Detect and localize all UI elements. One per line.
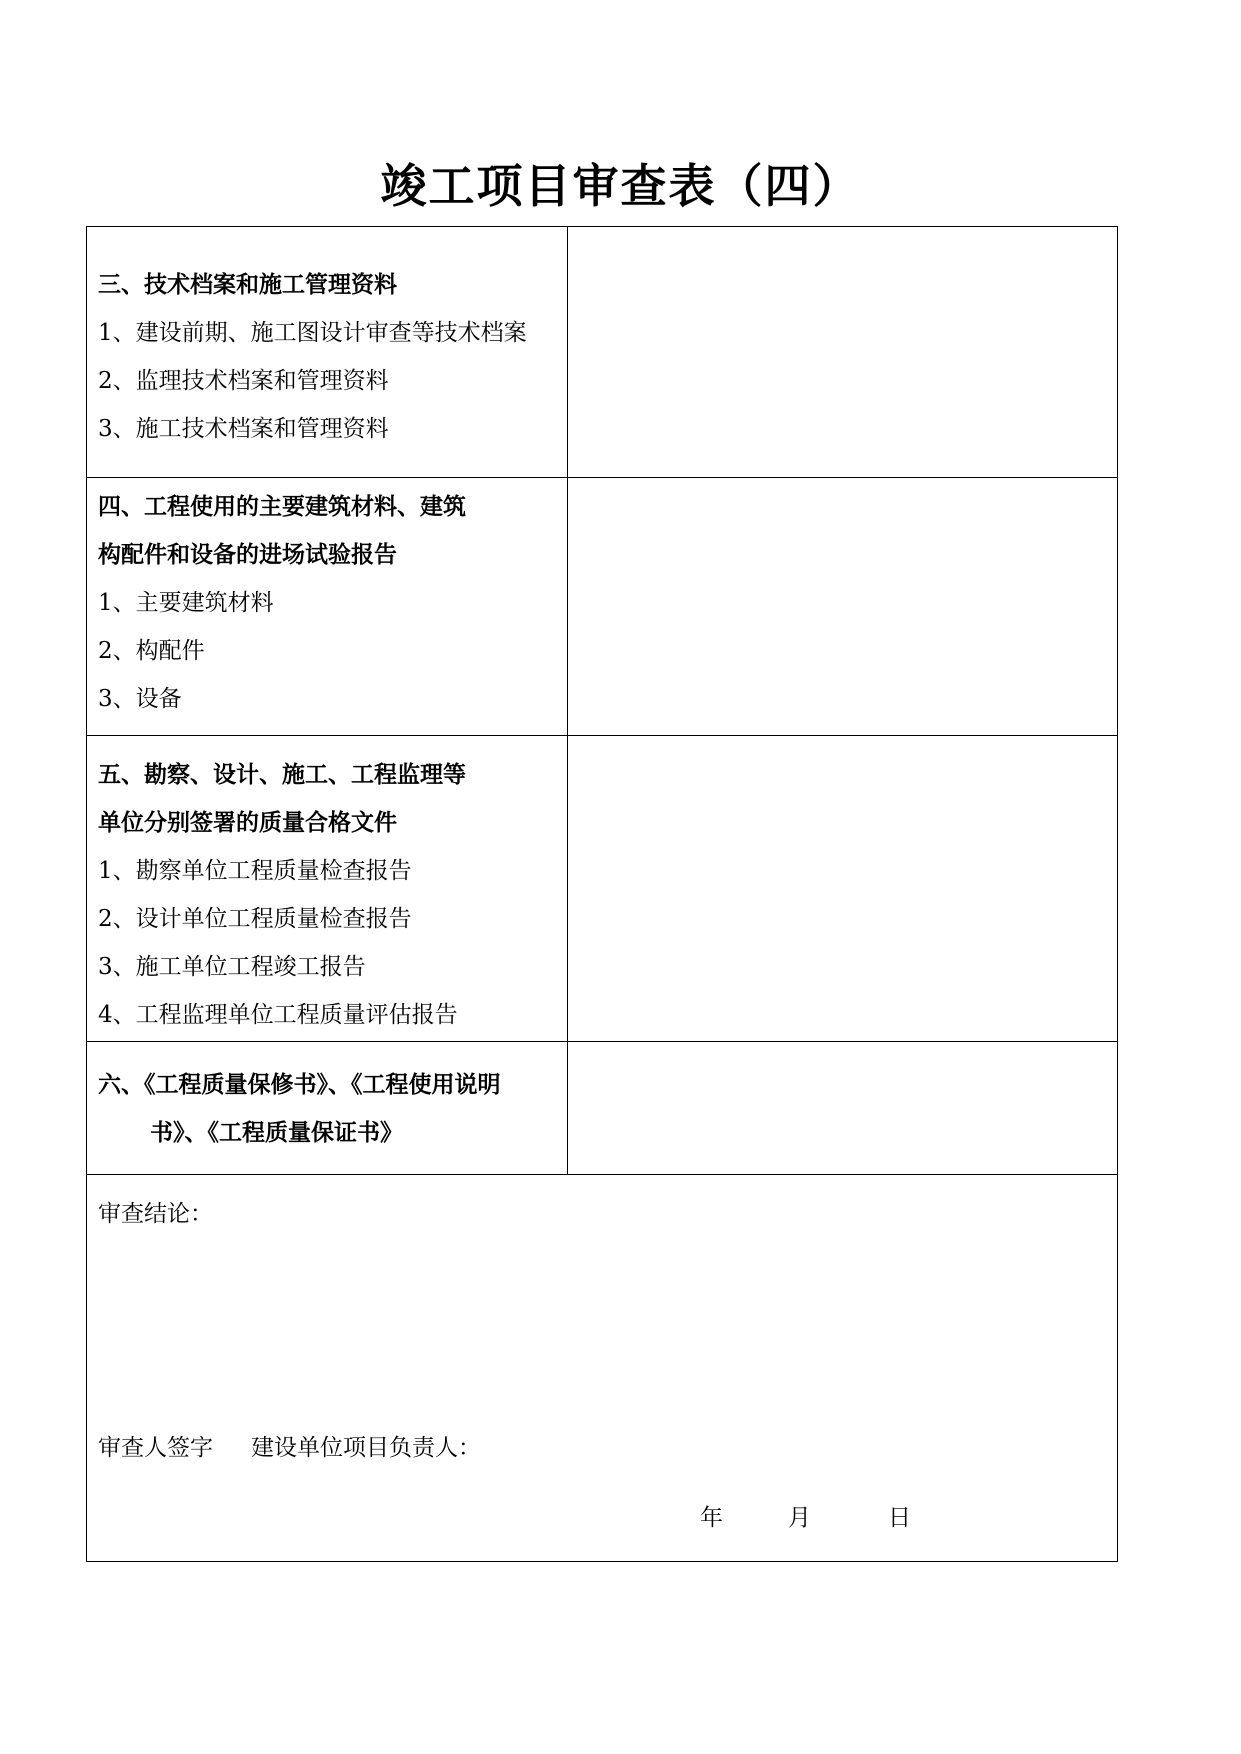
section-heading: 三、技术档案和施工管理资料 [98, 272, 397, 298]
date-year-label: 年 [700, 1505, 723, 1531]
section-item: 3、设备 [98, 686, 182, 712]
page-title: 竣工项目审查表（四） [380, 159, 861, 213]
section-item: 2、设计单位工程质量检查报告 [98, 906, 412, 932]
row-divider [87, 1174, 1117, 1175]
section-item: 3、施工技术档案和管理资料 [98, 416, 389, 442]
row-divider [87, 477, 1117, 478]
date-day-label: 日 [888, 1505, 911, 1531]
section-heading: 五、勘察、设计、施工、工程监理等 [98, 762, 466, 788]
section-heading: 书》、《工程质量保证书》 [150, 1120, 403, 1146]
section-item: 3、施工单位工程竣工报告 [98, 954, 366, 980]
section-item: 1、主要建筑材料 [98, 590, 274, 616]
section-heading: 四、工程使用的主要建筑材料、建筑 [98, 494, 466, 520]
owner-signature-label: 建设单位项目负责人： [251, 1435, 481, 1461]
section-item: 2、监理技术档案和管理资料 [98, 368, 389, 394]
section-heading: 构配件和设备的进场试验报告 [98, 542, 397, 568]
section-quality-documents [98, 751, 558, 1039]
section-warranty-documents [98, 1061, 558, 1157]
column-divider [567, 227, 568, 1174]
review-conclusion-label: 审查结论： [98, 1201, 213, 1227]
section-heading: 六、《工程质量保修书》、《工程使用说明 [98, 1072, 501, 1098]
review-form-table [86, 226, 1118, 1562]
row-divider [87, 1041, 1117, 1042]
row-divider [87, 735, 1117, 736]
signature-line [98, 1424, 481, 1472]
section-material-test-reports [98, 483, 558, 723]
reviewer-signature-label: 审查人签字 [98, 1435, 213, 1461]
section-item: 1、建设前期、施工图设计审查等技术档案 [98, 320, 527, 346]
section-item: 4、工程监理单位工程质量评估报告 [98, 1002, 458, 1028]
section-item: 1、勘察单位工程质量检查报告 [98, 858, 412, 884]
date-month-label: 月 [788, 1505, 811, 1531]
section-item: 2、构配件 [98, 638, 205, 664]
section-technical-archives [98, 261, 558, 453]
section-heading: 单位分别签署的质量合格文件 [98, 810, 397, 836]
